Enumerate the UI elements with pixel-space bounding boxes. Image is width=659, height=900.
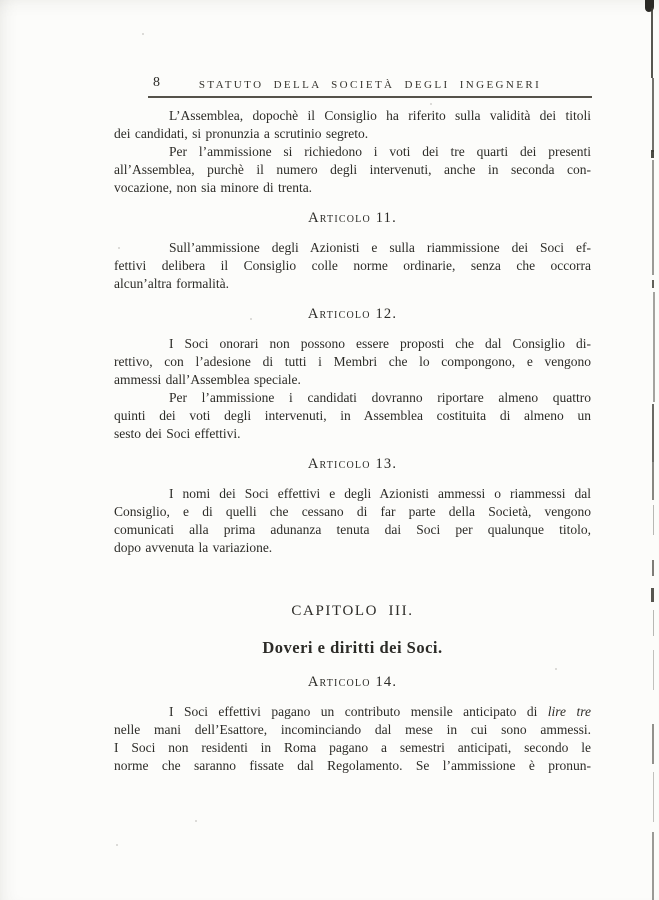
- paragraph: [114, 335, 591, 389]
- chapter-title: Doveri e diritti dei Soci.: [262, 638, 443, 657]
- page-edge-mark: [653, 650, 654, 690]
- paragraph: [114, 107, 591, 143]
- page-edge-mark: [653, 610, 654, 636]
- running-title: STATUTO DELLA SOCIETÀ DEGLI INGEGNERI: [198, 79, 542, 91]
- paragraph-line: dopo avvenuta la variazione.: [114, 540, 273, 555]
- scan-speckle: [430, 103, 432, 105]
- page-edge-mark: [652, 160, 654, 275]
- article-heading-13: Articolo 13.: [307, 456, 398, 472]
- line-text-italic: lire tre: [547, 704, 591, 719]
- page-edge-mark: [652, 78, 654, 152]
- paragraph-line: Sull’ammissione degli Azionisti e sulla riammissione dei Soci ef-: [169, 240, 591, 255]
- page-edge-mark: [652, 560, 654, 576]
- paragraph-line: [114, 703, 591, 721]
- page-edge-mark: [652, 280, 654, 288]
- paragraph-line: Per l’ammissione si richiedono i voti dei tre quarti dei presenti: [169, 144, 591, 159]
- page-edge-mark: [652, 462, 654, 500]
- paragraph-line: fettivi delibera il Consiglio colle norme ordinarie, senza che occorra: [114, 258, 591, 273]
- paragraph-line: vocazione, non sia minore di trenta.: [114, 180, 313, 195]
- scan-speckle: [195, 820, 197, 822]
- paragraph: [114, 703, 591, 775]
- page-header: [148, 70, 592, 98]
- paragraph-line: comunicati alla prima adunanza tenuta dai Soci per qualunque titolo,: [114, 522, 591, 537]
- page-edge-mark: [652, 404, 654, 462]
- paragraph-line: L’Assemblea, dopochè il Consiglio ha riferito sulla validità dei titoli: [169, 108, 591, 123]
- page-edge-mark: [653, 505, 654, 535]
- paragraph: [114, 143, 591, 197]
- paragraph-line: I Soci onorari non possono essere proposti che dal Consiglio di-: [169, 336, 591, 351]
- paragraph-line: quinti dei voti degli intervenuti, in Assemblea costituita di almeno un: [114, 408, 591, 423]
- page-edge-mark: [653, 292, 655, 402]
- scan-speckle: [142, 33, 144, 35]
- text-block: [114, 107, 591, 775]
- paragraph-line: sesto dei Soci effettivi.: [114, 426, 241, 441]
- page-number: 8: [153, 75, 160, 90]
- page-edge-mark: [651, 588, 654, 602]
- paragraph-line: alcun’altra formalità.: [114, 276, 229, 291]
- paragraph-line: I nomi dei Soci effettivi e degli Azionisti ammessi o riammessi dal: [169, 486, 591, 501]
- paragraph-line: all’Assemblea, purchè il numero degli intervenuti, anche in seconda con-: [114, 162, 591, 177]
- paragraph-line: norme che saranno fissate dal Regolamento. Se l’ammissione è pronun-: [114, 758, 591, 773]
- paragraph: [114, 485, 591, 557]
- page-edge-mark: [653, 772, 654, 822]
- page-edge-mark: [652, 724, 654, 764]
- paragraph-line: Per l’ammissione i candidati dovranno riportare almeno quattro: [169, 390, 591, 405]
- paragraph-line: Consiglio, e di quelli che cessano di far parte della Società, vengono: [114, 504, 591, 519]
- paragraph-line: dei candidati, si pronunzia a scrutinio segreto.: [114, 126, 369, 141]
- paragraph-line: I Soci non residenti in Roma pagano a semestri anticipati, secondo le: [114, 740, 591, 755]
- article-heading-12: Articolo 12.: [307, 306, 398, 322]
- paragraph: [114, 389, 591, 443]
- page-edge-mark: [651, 8, 653, 78]
- paragraph: [114, 239, 591, 293]
- paragraph-line: rettivo, con l’adesione di tutti i Membri che lo compongono, e vengono: [114, 354, 591, 369]
- line-text: I Soci effettivi pagano un contributo mensile anticipato di: [169, 704, 538, 719]
- page-edge-mark: [651, 150, 654, 158]
- paragraph-line: nelle mani dell’Esattore, incominciando dal mese in cui sono ammessi.: [114, 722, 591, 737]
- page-edge-mark: [652, 832, 654, 900]
- chapter-heading: CAPITOLO III.: [291, 603, 414, 619]
- article-heading-14: Articolo 14.: [307, 674, 398, 690]
- scan-speckle: [116, 844, 118, 846]
- article-heading-11: Articolo 11.: [308, 210, 397, 226]
- paragraph-line: ammessi dall’Assemblea speciale.: [114, 372, 301, 387]
